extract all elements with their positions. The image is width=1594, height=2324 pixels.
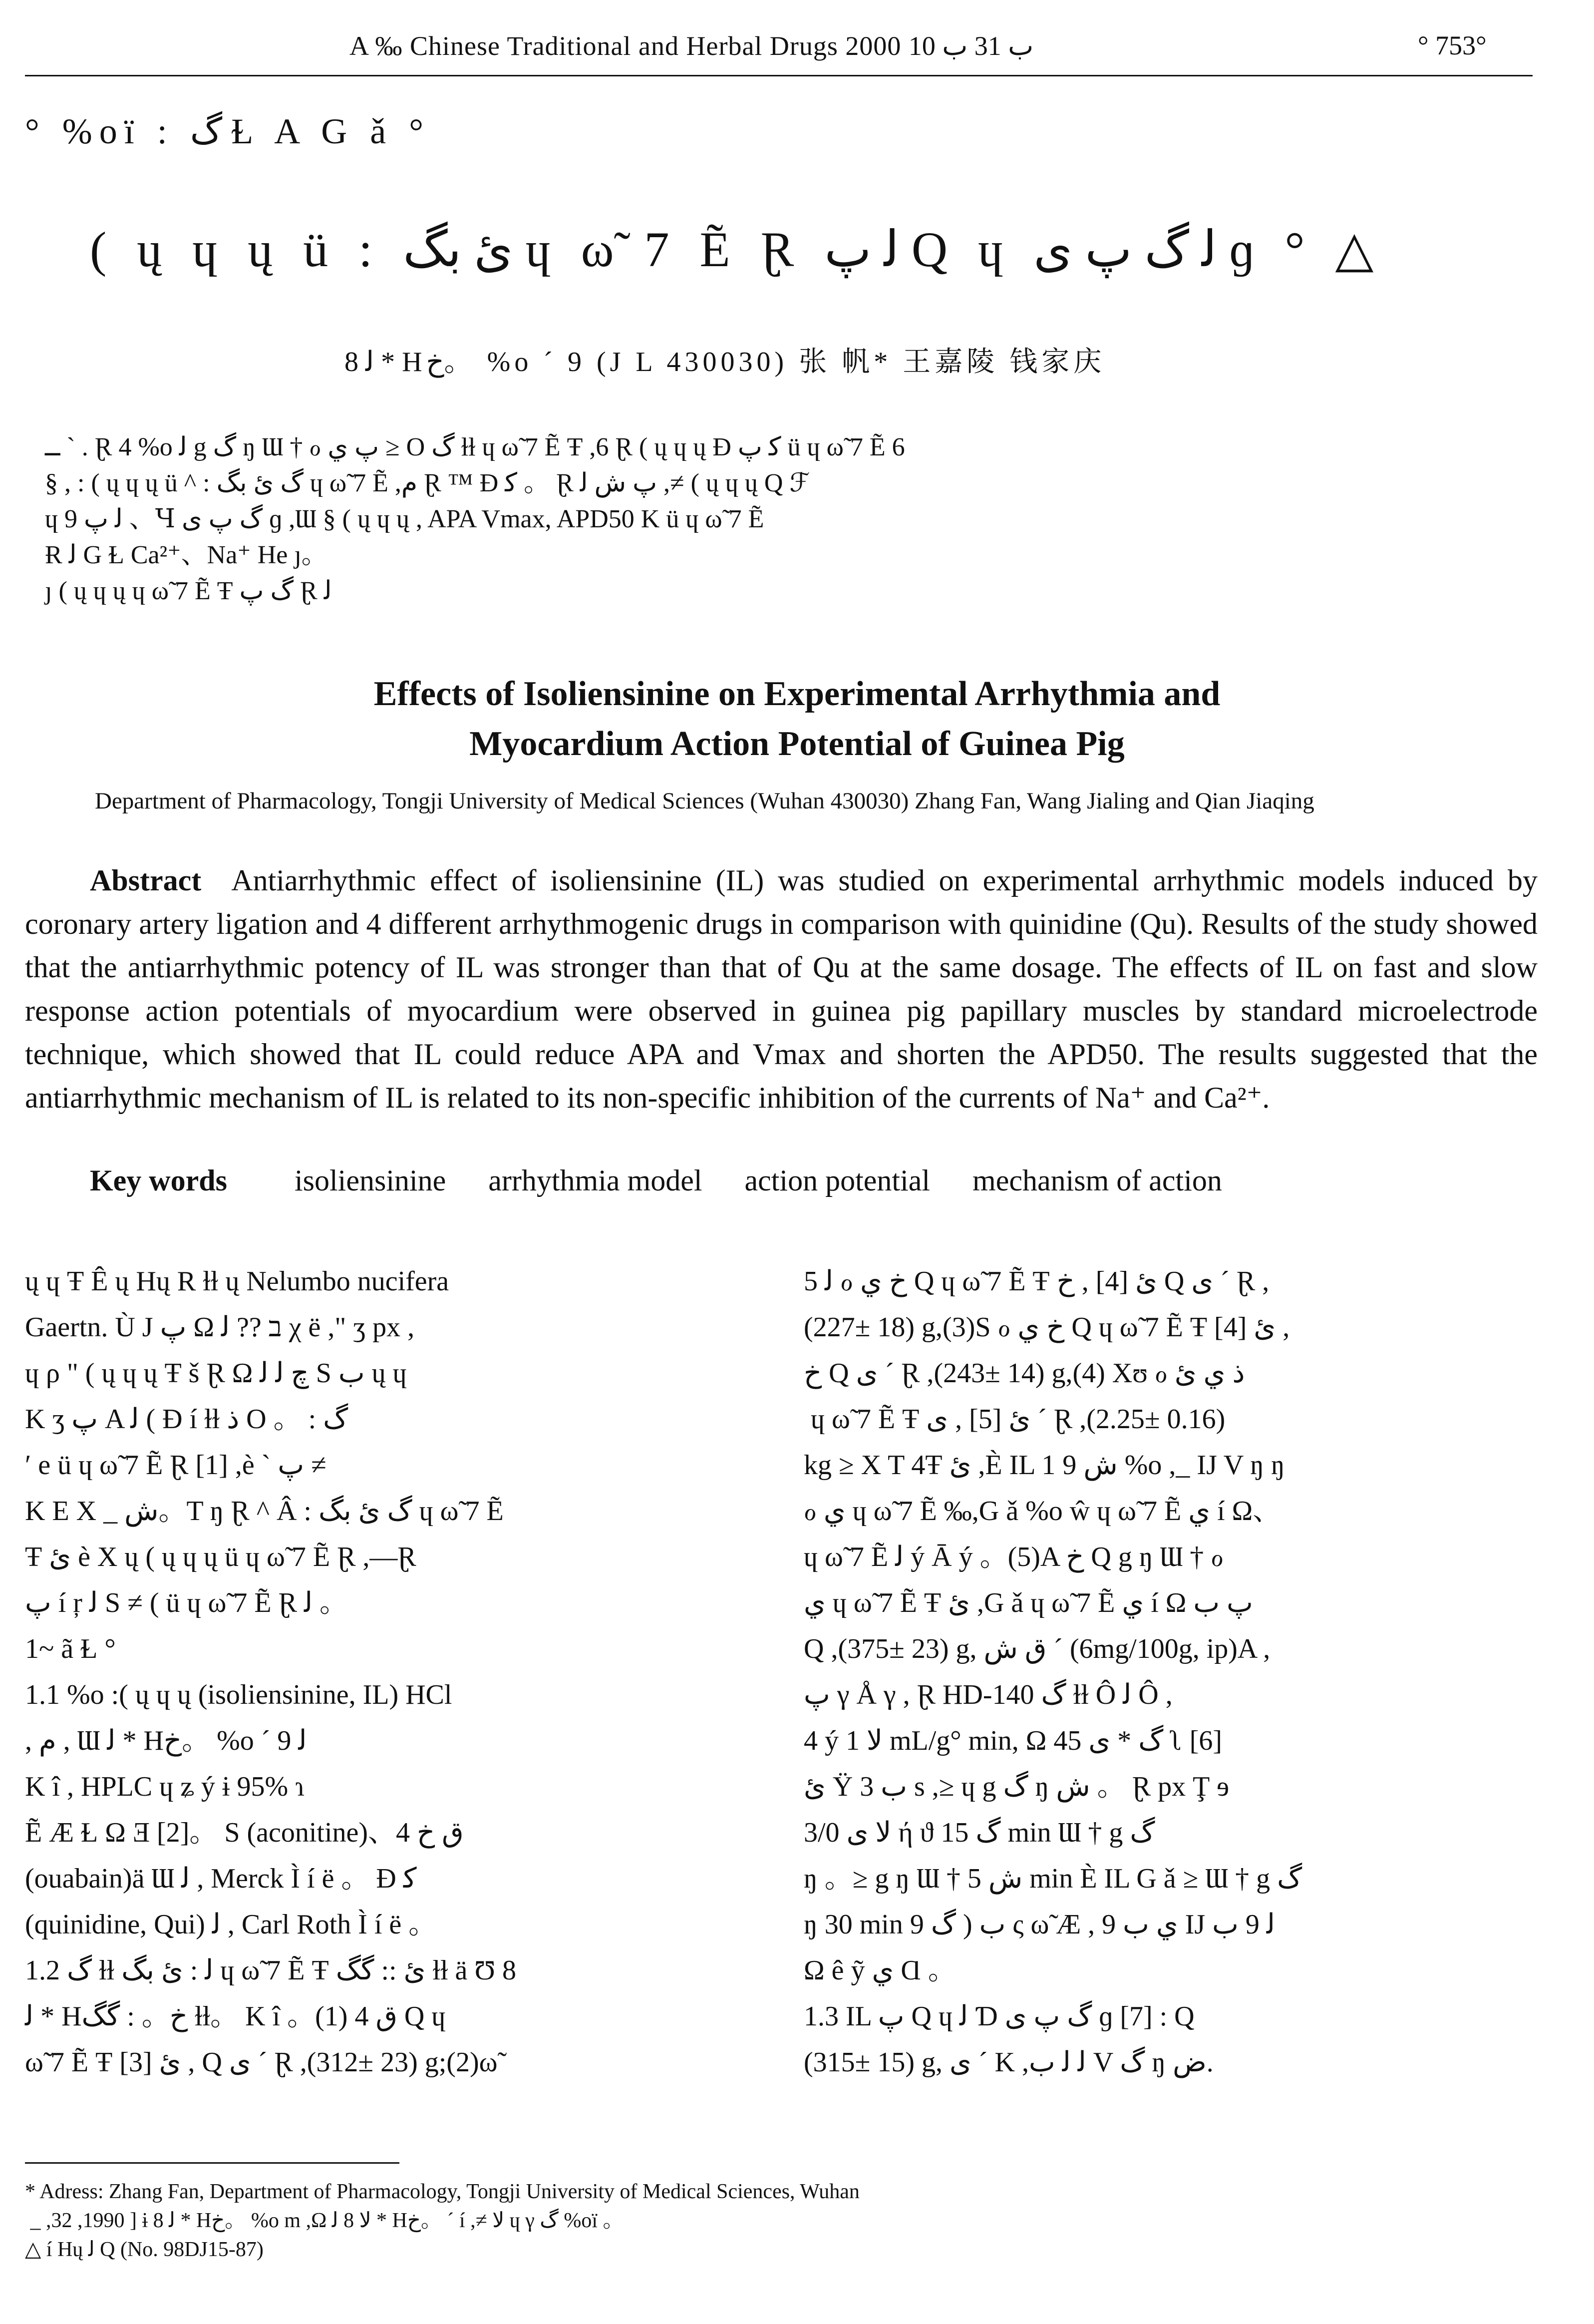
keyword: mechanism of action [972, 1164, 1222, 1197]
affiliation: Department of Pharmacology, Tongji University of Medical Sciences (Wuhan 430030) Zhang Fan, Wang Jialing and Qian Jiaqing [95, 788, 1314, 814]
page-number: ° 753° [1418, 30, 1487, 60]
footnote: * Adress: Zhang Fan, Department of Pharmacology, Tongji University of Medical Sciences, Wuhan _ ,32 ,1990 ] ɨ 8 ﻟ * Hخ。 %o m ,Ω ﻻ 8 ﻟ * Hخ。 ´ í ,≠ ﻻ ɥ γ گ %oï 。 △ í Hų ﻟ Q (No. 98DJ15-87) [25, 2180, 860, 2261]
english-title-line-1: Effects of Isoliensinine on Experimental Arrhythmia and [373, 675, 1221, 713]
chinese-abstract: ــ ` . Ɽ 4 %o ﻟ g گ ŋ Ɯ † ℴ پ ي ≥ O گ ɫɫ ɥ ω̃ 7 Ẽ Ŧ ,6 Ɽ ( ų ɥ ų Ɖ ﻛ پ ü ɥ ω̃ 7 Ẽ 6 § , : ( ų ɥ ų ü ^ : گ ئ بگ ɥ ω̃ 7 Ẽ ,ﻡ Ɽ ™ Ɖ ﻛ 。 Ɽ پ ش ﻟ ,≠ ( ų ɥ ų Q ℱ ɥ 9 ﻟ پ 、Ɥ گ پ ﯼ ɡ ,Ɯ § ( ų ɥ ų , APA Vmax, APD50 K ü ɥ ω̃ 7 Ẽ Ɍ ﻟ G Ɫ Ca²⁺、Na⁺ He ȷ。 ȷ ( ų ɥ ų ɥ ω̃ 7 Ẽ Ŧ گ پ Ɽ ﻟ [45, 433, 905, 605]
body-right-column: ﻟ 5 ℴ خ ي Q ɥ ω̃ 7 Ẽ Ŧ ئ [4] , خ Q ی ´ Ɽ , (227± 18) g,(3)S ℴ خ ي Q ɥ ω̃ 7 Ẽ Ŧ ئ [4] , خ Q ی ´ Ɽ ,(243± 14) g,(4) Xʊ ℴ ذ ي ئ ɥ ω̃ 7 Ẽ Ŧ ئ [5] , ی ´ Ɽ ,(2.25± 0.16) kg ≥ X T 4Ŧ ئ ,È IL ش 9 1 %o ,_ IJ V ŋ ŋ ℴ ي ɥ ω̃ 7 Ẽ ‰,G ǎ %o ŵ ɥ ω̃ 7 Ẽ ي í Ω、 ɥ ω̃ 7 Ẽ ﻟ ý Ā ý 。(5)A خ Q g ŋ Ɯ † ℴ ي ɥ ω̃ 7 Ẽ Ŧ ئ ,G ǎ ɥ ω̃ 7 Ẽ ي í Ω پ ب Q ,(375± 23) g, ق ش ´ (6mg/100g, ip)A , پ γ Å γ , Ɽ HD-140 گ ɫɫ Ô ﻟ Ô , 4 ý ﻻ 1 mL/g° min, Ω 45 گ * ی ʅ [6] ئ Ÿ ب 3 s ,≥ ɥ g گ ŋ ش 。 Ɽ px Ţ ɘ ﻻ ى 3/0 ή ϑ گ 15 min Ɯ † g گ ŋ 。≥ g ŋ Ɯ † ش 5 min È IL G ǎ ≥ Ɯ † g گ ŋ 30 min 9 ب ( گ ς ω̃ Æ , ي ب 9 IJ ﻟ 9 ب Ω ê ỹ ي Ɑ 。 1.3 IL پ Q ɥ ﻟ Ɗ گ پ ﯼ ɡ [7] : Q (315± 15) g, ی ´ K ,ﻟ ﻟ ب V گ ŋ ض. [804, 1266, 1302, 2078]
keyword: isoliensinine [294, 1164, 446, 1197]
english-title [0, 669, 1594, 769]
header-rule [25, 75, 1533, 76]
keyword: action potential [744, 1164, 931, 1197]
keywords-label: Key words [90, 1164, 227, 1197]
english-title-line-2: Myocardium Action Potential of Guinea Pig [469, 725, 1125, 763]
footnote-rule [25, 2162, 399, 2164]
english-abstract [25, 859, 1538, 1120]
keyword: arrhythmia model [488, 1164, 702, 1197]
abstract-label: Abstract [90, 864, 202, 897]
keywords [90, 1163, 1538, 1198]
chinese-title: ( ų ɥ ų ü : ئ بگ ɥ ω̃ 7 Ẽ Ɽ ﻟ پ Q ɥ ﻟ گ پ ﯼ ɡ ° △ [90, 222, 1383, 277]
section-tag: ° %oï : گ Ɫ A G ǎ ° [25, 111, 431, 151]
body-left-column: ų ɥ Ŧ Ê ų Hų R ɫɫ ų Nelumbo nucifera Gaertn. Ù J پ Ω ב ?? ﻟ χ ë ," ʒ px , ɥ ρ " ( ų ɥ ų Ŧ š Ɽ Ω چ ﻟ ﻟ S ب ų ɥ K ʒ پ A ﻟ ( Ɖ í ɫɫ ذ O 。 : گ ′ e ü ɥ ω̃ 7 Ẽ Ɽ [1] ,è ` پ ≠ K E X _ ش。T ŋ Ɽ ^ Â : گ ئ بگ ɥ ω̃ 7 Ẽ Ŧ ئ è X ų ( ų ɥ ų ü ɥ ω̃ 7 Ẽ Ɽ ,—Ɽ پ í ŗ ﻟ S ≠ ( ü ɥ ω̃ 7 Ẽ Ɽ ﻟ 。 1~ ã Ɫ ° 1.1 %o :( ų ɥ ų (isoliensinine, IL) HCl , ﻡ , Ɯ ﻟ * Hخ。 %o ´ 9 ﻟ K î , HPLC ɥ ʑ ý ɨ 95% ɿ Ẽ Æ Ɫ Ω Ǝ [2]。 S (aconitine)、ق خ 4 (ouabain)ä Ɯ ﻟ , Merck Ì í ë 。 Ɖ ﻛ (quinidine, Qui) ﻟ , Carl Roth Ì í ë 。 1.2 گ ɫɫ ﻟ : ئ بگ ɥ ω̃ 7 Ẽ Ŧ ئ :: گگ ɫɫ ä Ʊ 8 ﻟ * Hخ。 : گگ ɫɫ。 K î 。(1) ق 4 Q ɥ ω̃ 7 Ẽ Ŧ ئ [3] , Q ی ´ Ɽ ,(312± 23) g;(2)ω̃ [25, 1266, 517, 2078]
chinese-authors: 8 ﻟ * Hخ。 %o ´ 9 (J L 430030) 张 帆* 王嘉陵 钱家庆 [344, 347, 1106, 378]
abstract-text: Antiarrhythmic effect of isoliensinine (IL) was studied on experimental arrhythmic models induced by coronary artery ligation and 4 different arrhythmogenic drugs in comparison with quinidine (Qu). Results of the study showed that the antiarrhythmic potency of IL was stronger than that of Qu at the same dosage. The effects of IL on fast and slow response action potentials of myocardium were observed in guinea pig papillary muscles by standard microelectrode technique, which showed that IL could reduce APA and Vmax and shorten the APD50. The results suggested that the antiarrhythmic mechanism of IL is related to its non-specific inhibition of the currents of Na⁺ and Ca²⁺. [25, 864, 1538, 1114]
journal-title-line: A ‰ Chinese Traditional and Herbal Drugs 2000 ب 31 ب 10 [349, 31, 1034, 61]
